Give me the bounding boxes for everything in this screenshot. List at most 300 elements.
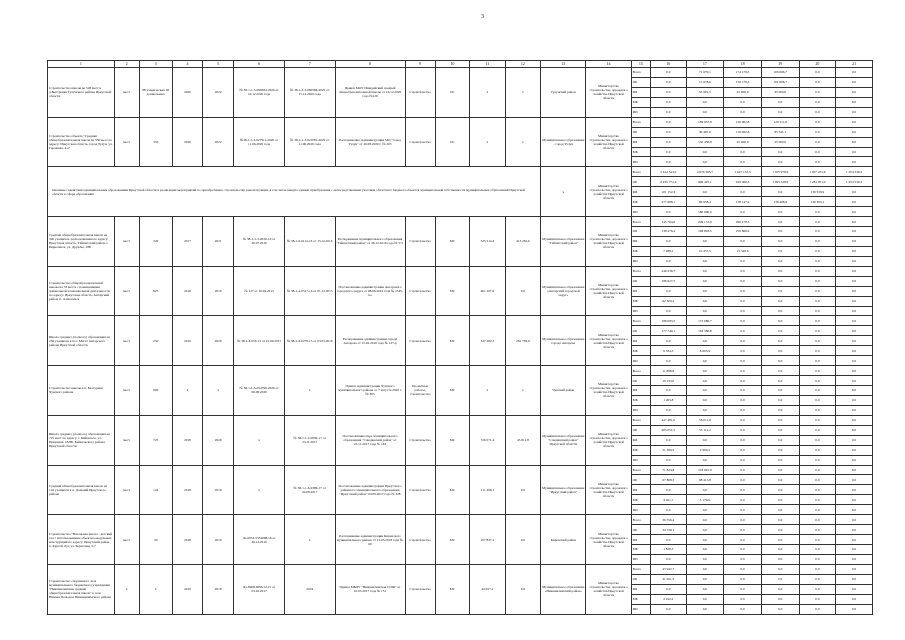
remaining-cost: 0,0: [505, 564, 541, 614]
funding-value: 0,0: [799, 465, 836, 475]
customer-cell: Тулунский район: [541, 68, 586, 118]
funding-value: 0,0: [761, 395, 799, 405]
funding-value: 1 093 528,9: [761, 177, 799, 187]
funding-value: 1 054 539,2: [836, 167, 873, 177]
funding-value: 0,0: [836, 316, 873, 326]
object-name: Строительство школы в п. Балтурино Чунского района: [48, 366, 115, 416]
funding-value: 0,0: [724, 564, 762, 574]
funding-value: 67 808,3: [651, 475, 687, 485]
funding-value: 0,0: [836, 306, 873, 316]
funding-source: ФБ: [631, 535, 650, 545]
funding-value: 0,0: [761, 594, 799, 604]
funding-value: 0,0: [799, 107, 836, 117]
funding-value: 0,0: [761, 227, 799, 237]
funding-value: 0,0: [799, 554, 836, 564]
funding-value: 0,0: [724, 376, 762, 386]
funding-value: 0,0: [799, 336, 836, 346]
funding-value: 0,0: [686, 107, 724, 117]
unit-cell: мест: [114, 366, 139, 416]
funding-value: 0,0: [651, 554, 687, 564]
funding-source: ИИ: [631, 356, 650, 366]
grbs-cell: Министерство строительства, дорожного хозяйства Иркутской области: [586, 68, 631, 118]
funding-value: 0,0: [799, 276, 836, 286]
project-cell: № 38-1-4-0279-13 от 03.03.2016: [284, 316, 335, 366]
funding-value: 177 749,1: [651, 326, 687, 336]
funding-value: 0,0: [686, 256, 724, 266]
funding-value: 0,0: [761, 505, 799, 515]
funding-value: 1 265,8: [651, 395, 687, 405]
funding-value: 0,0: [761, 455, 799, 465]
funding-value: 0,0: [836, 564, 873, 574]
section-title: Оказание содействия муниципальным образованиям Иркутской области в реализации мероприятий по приобретению, строительству, реконструкции, в том числе выкупа зданий, приобретения с непосредственным участием областного бюджета объектов муниципальной собственности муниципальных образований Иркутской области в сфере образования: [48, 167, 541, 217]
funding-value: 0,0: [686, 236, 724, 246]
funding-value: 0,0: [651, 584, 687, 594]
funding-value: 58 011,8: [686, 415, 724, 425]
funding-value: 8 605,9: [686, 346, 724, 356]
funding-value: 0,0: [761, 564, 799, 574]
funding-value: 0,0: [761, 296, 799, 306]
funding-value: 0,0: [836, 256, 873, 266]
funding-value: 0,0: [836, 475, 873, 485]
funding-value: 41 651,5: [651, 574, 687, 584]
remaining-cost: 45 811,8: [505, 415, 541, 465]
document-cell: Распоряжение администрации Киренского муниципального района от 13.03.2018 года № 60: [335, 515, 405, 565]
object-name: Школа среднего (полного) образования на 725 мест по адресу: г. Байкальск, ул. Ирвуница, 18/8Б, Байкальского района Иркутской области: [48, 415, 115, 465]
funding-value: 0,0: [799, 97, 836, 107]
column-number: 16: [651, 61, 687, 68]
project-cell: 2019: [284, 564, 335, 614]
document-cell: Распоряжение администрации города Ангарска от 15.02.2016 года № 127-р: [335, 316, 405, 366]
funding-value: 0,0: [836, 376, 873, 386]
expertise-cell: № 127 от 18.04.2013: [234, 266, 285, 316]
funding-value: 0,0: [799, 147, 836, 157]
funding-value: 0,0: [799, 535, 836, 545]
unit-cell: мест: [114, 515, 139, 565]
funding-value: 0,0: [836, 197, 873, 207]
funding-value: 5 179,6: [686, 495, 724, 505]
funding-value: 0,0: [724, 525, 762, 535]
funding-value: 0,0: [761, 97, 799, 107]
funding-value: 0,0: [724, 187, 762, 197]
funding-value: 0,0: [836, 455, 873, 465]
funding-value: 0,0: [836, 266, 873, 276]
estimate-cost: 347 282,5: [470, 316, 506, 366]
funding-value: 0,0: [799, 594, 836, 604]
table-row: [48, 515, 873, 525]
end-year: 2020: [203, 316, 234, 366]
funding-value: 0,0: [836, 77, 873, 87]
customer-cell: Муниципальное образование «Ангарский городской округ»: [541, 266, 586, 316]
funding-value: 0,0: [724, 306, 762, 316]
funding-value: 0,0: [799, 236, 836, 246]
table-row: [48, 465, 873, 475]
funding-source: ОБ: [631, 77, 650, 87]
object-name: Строительство школы на 528 мест в д.Быстровка Тулунского района Иркутской области: [48, 68, 115, 118]
unit-cell: мест: [114, 117, 139, 167]
remaining-cost: 0,0: [505, 266, 541, 316]
work-type: Строительство: [405, 68, 435, 118]
capacity-cell: 725: [139, 415, 172, 465]
funding-value: 150 450,9: [686, 137, 724, 147]
column-number: 2: [114, 61, 139, 68]
expertise-cell: № 38-1-4-050-13 от 21.09.2015: [234, 316, 285, 366]
expertise-cell: № 38-1-1-3-069584-2020 от 10.12.2020 года: [234, 68, 285, 118]
funding-value: 0,0: [686, 535, 724, 545]
funding-value: 0,0: [724, 405, 762, 415]
funding-source: ОБ: [631, 326, 650, 336]
funding-value: 0,0: [836, 346, 873, 356]
table-row: [48, 68, 873, 78]
funding-value: 0,0: [724, 107, 762, 117]
customer-cell: Муниципальное образование "Слюдянский район" Иркутской области: [541, 415, 586, 465]
column-number: 17: [686, 61, 724, 68]
funding-source: Всего: [631, 415, 650, 425]
funding-source: ОБ: [631, 227, 650, 237]
funding-value: 39 487,0: [686, 127, 724, 137]
funding-source: ИИ: [631, 554, 650, 564]
funding-source: Всего: [631, 266, 650, 276]
funding-value: 0,0: [724, 386, 762, 396]
expertise-cell: №38-1-1-3-027911-2020 от 11.06.2020 года: [234, 117, 285, 167]
funding-value: 0,0: [724, 366, 762, 376]
funding-value: 0,0: [686, 187, 724, 197]
funding-value: 0,0: [724, 535, 762, 545]
funding-value: 2 235 772,4: [651, 177, 687, 187]
funding-value: 0,0: [761, 386, 799, 396]
funding-value: 172 086,7: [686, 316, 724, 326]
start-year: 2019: [172, 564, 202, 614]
funding-value: 0,0: [761, 425, 799, 435]
grbs-cell: Министерство строительства, дорожного хозяйства Иркутской области: [586, 266, 631, 316]
funding-value: 0,0: [724, 554, 762, 564]
funding-value: 0,0: [651, 535, 687, 545]
start-year: 2018: [172, 415, 202, 465]
funding-source: Всего: [631, 217, 650, 227]
estimate-cost: х: [470, 366, 506, 416]
expertise-cell: х: [234, 415, 285, 465]
estimate-cost: х: [470, 68, 506, 118]
funding-value: 427 481,0: [651, 415, 687, 425]
column-number: 21: [836, 61, 873, 68]
funding-value: 189 937,9: [686, 117, 724, 127]
end-year: 2019: [203, 465, 234, 515]
funding-source: ИИ: [631, 405, 650, 415]
funding-source: ИИ: [631, 455, 650, 465]
funding-value: 0,0: [724, 574, 762, 584]
capacity-cell: 900: [139, 366, 172, 416]
funding-source: МБ: [631, 594, 650, 604]
estimate-cost: 726 071,4: [470, 415, 506, 465]
funding-value: 0,0: [836, 236, 873, 246]
work-type: Строительство: [405, 217, 435, 267]
funding-value: 0,0: [761, 356, 799, 366]
column-number: 18: [724, 61, 762, 68]
funding-source: ОБ: [631, 425, 650, 435]
funding-value: 0,0: [761, 525, 799, 535]
funding-value: 10 457,5: [686, 246, 724, 256]
funding-value: 0,0: [724, 475, 762, 485]
funding-source: ФБ: [631, 236, 650, 246]
funding-value: 0,0: [761, 217, 799, 227]
funding-value: 0,0: [836, 495, 873, 505]
funding-value: 0,0: [686, 97, 724, 107]
document-cell: Распоряжение Администрации МО "город Тулун" от 26.08.2020 г. № 203: [335, 117, 405, 167]
section-customer: х: [541, 167, 586, 217]
funding-value: 85 541,1: [761, 127, 799, 137]
funding-value: 0,0: [836, 594, 873, 604]
funding-value: 0,0: [836, 117, 873, 127]
funding-value: 0,0: [651, 137, 687, 147]
estimate-cost: х: [470, 117, 506, 167]
funding-value: 0,0: [799, 207, 836, 217]
funding-value: 0,0: [724, 316, 762, 326]
funding-value: 0,0: [836, 296, 873, 306]
funding-value: 0,0: [799, 87, 836, 97]
funding-value: 0,0: [686, 296, 724, 306]
ownership: ОС: [435, 68, 469, 118]
funding-value: 145 764,6: [651, 217, 687, 227]
funding-value: 0,0: [761, 326, 799, 336]
funding-value: 140 305,1: [799, 197, 836, 207]
funding-value: 0,0: [799, 376, 836, 386]
funding-source: Всего: [631, 515, 650, 525]
end-year: 2019: [203, 515, 234, 565]
funding-value: 0,0: [761, 336, 799, 346]
funding-value: 0,0: [799, 266, 836, 276]
column-number: 7: [284, 61, 335, 68]
document-cell: Распоряжение муниципального образования "Тайшетский район" от 26.12.2016 года № 571: [335, 217, 405, 267]
column-number: 6: [234, 61, 285, 68]
funding-source: МБ: [631, 445, 650, 455]
funding-source: ФБ: [631, 386, 650, 396]
ownership: МС: [435, 465, 469, 515]
column-number: 19: [761, 61, 799, 68]
funding-value: 0,0: [761, 107, 799, 117]
funding-value: 118 147,0: [724, 197, 762, 207]
funding-source: ОБ: [631, 525, 650, 535]
grbs-cell: Министерство строительства, дорожного хозяйства Иркутской области: [586, 366, 631, 416]
funding-value: 0,0: [724, 97, 762, 107]
funding-value: 0,0: [724, 505, 762, 515]
ownership: МС: [435, 266, 469, 316]
column-number: 1: [48, 61, 115, 68]
funding-value: 0,0: [761, 346, 799, 356]
estimate-cost: 601 267,6: [470, 266, 506, 316]
customer-cell: Муниципальное образование города Ангарска: [541, 316, 586, 366]
funding-value: 0,0: [836, 246, 873, 256]
customer-cell: Чунский район: [541, 366, 586, 416]
document-cell: Приказ Администрации Чунского муниципального района от 7 августа 2020 г. № 305: [335, 366, 405, 416]
funding-value: 45 000,0: [724, 137, 762, 147]
estimate-cost: 211 266,1: [470, 465, 506, 515]
column-number: 20: [799, 61, 836, 68]
funding-value: 0,0: [799, 306, 836, 316]
funding-value: 0,0: [651, 505, 687, 515]
column-number: 3: [139, 61, 172, 68]
funding-value: 0,0: [836, 217, 873, 227]
funding-source: ФБ: [631, 584, 650, 594]
funding-value: 0,0: [836, 395, 873, 405]
remaining-cost: 281 782,9: [505, 316, 541, 366]
funding-value: 929 066,3: [724, 177, 762, 187]
object-name: Строительство общеобразовательной школы на 33 места с помещениями дошкольной и внешкольной деятельности по адресу: Иркутская область, Ангарский район, п. Алексеевск: [48, 266, 115, 316]
start-year: 2020: [172, 68, 202, 118]
funding-source: ФБ: [631, 137, 650, 147]
column-number: 14: [586, 61, 631, 68]
funding-source: МБ: [631, 296, 650, 306]
funding-value: 0,0: [836, 107, 873, 117]
document-cell: Постановление администрации Ангарского городского округа от 08.06.2016 года № 1545-па: [335, 266, 405, 316]
end-year: 2020: [203, 415, 234, 465]
funding-value: 0,0: [799, 157, 836, 167]
funding-value: 0,0: [799, 296, 836, 306]
funding-source: Всего: [631, 366, 650, 376]
funding-value: 0,0: [651, 87, 687, 97]
funding-value: 0,0: [836, 435, 873, 445]
funding-value: 0,0: [724, 415, 762, 425]
funding-value: 0,0: [686, 584, 724, 594]
funding-value: 0,0: [836, 604, 873, 614]
grbs-cell: Министерство строительства, дорожного хозяйства Иркутской области: [586, 515, 631, 565]
capacity-cell: 350: [139, 117, 172, 167]
capacity-cell: х: [139, 564, 172, 614]
remaining-cost: 0,0: [505, 465, 541, 515]
funding-value: 0,0: [761, 157, 799, 167]
funding-value: 0,0: [686, 306, 724, 316]
funding-value: 0,0: [836, 574, 873, 584]
funding-source: ИИ: [631, 207, 650, 217]
funding-value: 1 647 153,5: [724, 167, 762, 177]
grbs-cell: Министерство строительства, дорожного хозяйства Иркутской области: [586, 117, 631, 167]
ownership: МС: [435, 515, 469, 565]
estimate-cost: 107 837,2: [470, 515, 506, 565]
funding-value: 0,0: [799, 405, 836, 415]
funding-value: 0,0: [651, 455, 687, 465]
funding-value: 0,0: [651, 356, 687, 366]
funding-value: 0,0: [724, 147, 762, 157]
funding-source: МБ: [631, 545, 650, 555]
funding-value: 277 688,1: [651, 197, 687, 207]
customer-cell: Муниципальное образование "Тайшетский район": [541, 217, 586, 267]
table-row: [48, 117, 873, 127]
funding-value: 0,0: [836, 505, 873, 515]
table-row: [48, 415, 873, 425]
customer-cell: Муниципальное образование - город Тулун: [541, 117, 586, 167]
funding-value: 0,0: [836, 366, 873, 376]
funding-value: 0,0: [724, 584, 762, 594]
work-type: Проектные работы, строительство: [405, 366, 435, 416]
funding-value: 96 958,4: [686, 197, 724, 207]
funding-source: ФБ: [631, 87, 650, 97]
funding-value: 0,0: [651, 336, 687, 346]
funding-value: 0,0: [799, 415, 836, 425]
funding-value: 0,0: [836, 386, 873, 396]
funding-value: 405 051,5: [651, 425, 687, 435]
expertise-cell: № 38-1-1-3-054796-2020 от 06.08.2020: [234, 366, 285, 416]
funding-value: 0,0: [686, 366, 724, 376]
funding-value: 0,0: [799, 217, 836, 227]
funding-value: 0,0: [836, 97, 873, 107]
page-number: 3: [481, 14, 484, 20]
funding-source: Всего: [631, 564, 650, 574]
funding-source: ОБ: [631, 475, 650, 485]
funding-value: 0,0: [761, 207, 799, 217]
capacity-cell: 124: [139, 465, 172, 515]
funding-value: 0,0: [686, 515, 724, 525]
funding-source: ИИ: [631, 604, 650, 614]
funding-source: Всего: [631, 316, 650, 326]
funding-value: 266 176,5: [724, 217, 762, 227]
column-number: 5: [203, 61, 234, 68]
funding-value: 45 000,0: [761, 87, 799, 97]
funding-value: 120 511,8: [761, 117, 799, 127]
object-name: Школа среднего (полного) образования на 250 учащихся в пос. Мегет Ангарского района Иркутской области: [48, 316, 115, 366]
ownership: МС: [435, 366, 469, 416]
funding-value: 0,0: [799, 326, 836, 336]
funding-value: 101 666,7: [761, 77, 799, 87]
capacity-cell: 250: [139, 316, 172, 366]
end-year: 2019: [203, 564, 234, 614]
funding-value: 0,0: [651, 435, 687, 445]
funding-value: 0,0: [724, 296, 762, 306]
expertise-cell: № 38-1-1-3-0030-16 от 20.07.2016: [234, 217, 285, 267]
funding-value: 9 334,3: [651, 346, 687, 356]
funding-value: 2 900,5: [686, 445, 724, 455]
funding-value: 0,0: [651, 604, 687, 614]
funding-value: 138 408,9: [761, 197, 799, 207]
funding-source: ИИ: [631, 306, 650, 316]
funding-value: 0,0: [836, 207, 873, 217]
funding-value: 0,0: [724, 485, 762, 495]
funding-source: ИИ: [631, 107, 650, 117]
funding-value: 0,0: [761, 286, 799, 296]
funding-value: 110 962,8: [724, 127, 762, 137]
ownership: ОС: [435, 117, 469, 167]
document-cell: Приказ МОУ Ишидейский средней общеобразовательной школы от 16.12.2020 года №120: [335, 68, 405, 118]
funding-value: 0,0: [761, 485, 799, 495]
funding-value: 0,0: [651, 97, 687, 107]
funding-value: 0,0: [799, 117, 836, 127]
funding-value: 0,0: [799, 584, 836, 594]
funding-value: 0,0: [686, 395, 724, 405]
funding-source: ФБ: [631, 435, 650, 445]
funding-value: 0,0: [799, 346, 836, 356]
funding-value: 0,0: [761, 187, 799, 197]
funding-value: 0,0: [799, 127, 836, 137]
work-type: Строительство: [405, 415, 435, 465]
funding-value: 0,0: [651, 306, 687, 316]
funding-value: 0,0: [651, 127, 687, 137]
unit-cell: мест: [114, 217, 139, 267]
funding-value: 0,0: [686, 455, 724, 465]
funding-value: 0,0: [799, 495, 836, 505]
funding-value: 0,0: [724, 346, 762, 356]
funding-value: 0,0: [761, 584, 799, 594]
funding-value: 259 866,0: [724, 227, 762, 237]
funding-value: 198 693,5: [686, 227, 724, 237]
funding-value: 0,0: [799, 525, 836, 535]
funding-source: Всего: [631, 117, 650, 127]
remaining-cost: 0,0: [505, 515, 541, 565]
grbs-cell: Министерство строительства, дорожного хозяйства Иркутской области: [586, 465, 631, 515]
end-year: 2022: [203, 68, 234, 118]
ownership: МС: [435, 564, 469, 614]
unit-cell: мест: [114, 316, 139, 366]
funding-value: 0,0: [799, 485, 836, 495]
funding-value: 103 091,8: [686, 465, 724, 475]
customer-cell: Киренский район: [541, 515, 586, 565]
funding-value: 0,0: [761, 465, 799, 475]
